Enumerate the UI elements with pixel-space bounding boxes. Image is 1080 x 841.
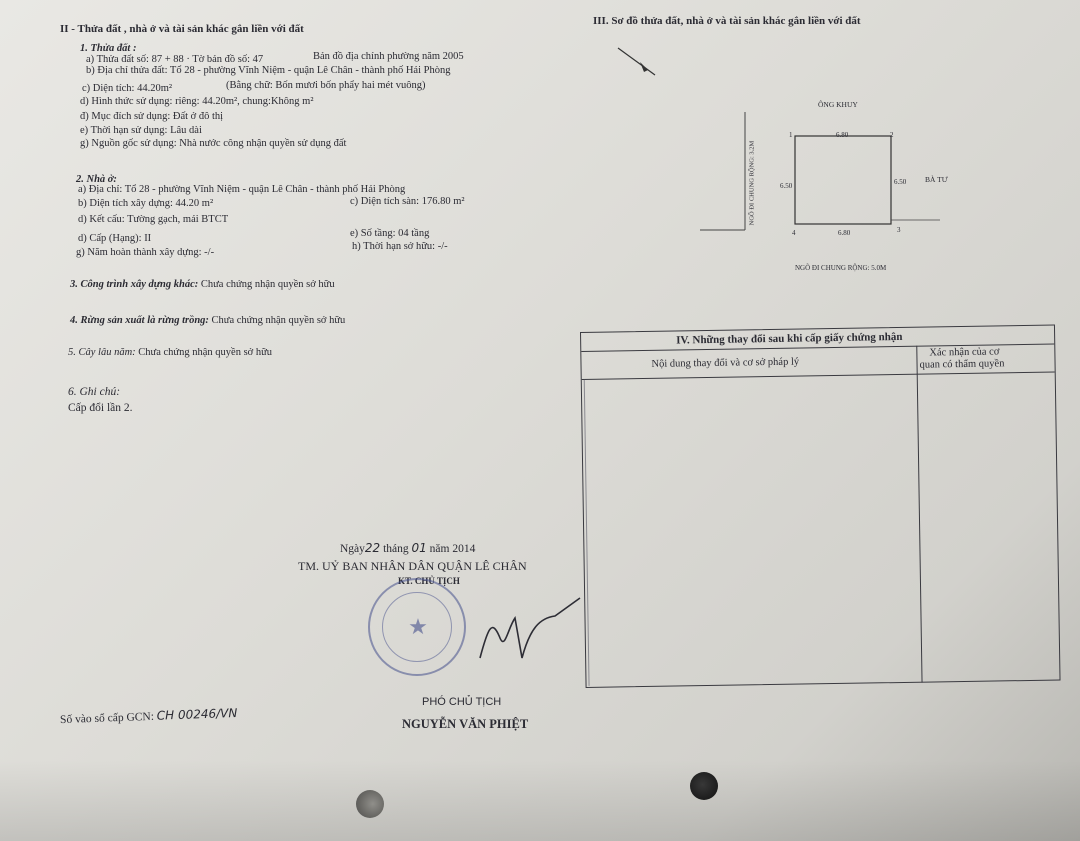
issue-date: [340, 542, 475, 555]
punch-hole-right: [690, 772, 718, 800]
changes-table: [580, 325, 1061, 688]
land-d: d) Hình thức sử dụng: riêng: 44.20m², chung:Không m²: [80, 96, 314, 107]
item-5-label: 5. Cây lâu năm:: [68, 347, 136, 358]
north-neighbor-label: ÔNG KHUY: [818, 100, 858, 109]
registry-value: CH 00246/VN: [156, 705, 238, 723]
date-month: 01: [411, 541, 427, 555]
dim-right: 6.50: [894, 178, 907, 186]
month-label: tháng: [383, 543, 409, 555]
east-neighbor-label: BÀ TƯ: [925, 175, 948, 184]
date-day: 22: [364, 541, 381, 555]
registry-label: Số vào sổ cấp GCN:: [59, 710, 155, 727]
land-b: b) Địa chỉ thửa đất: Tổ 28 - phường Vĩnh Niệm - quận Lê Chân - thành phố Hải Phòng: [86, 65, 451, 76]
changes-content-area: [584, 375, 922, 686]
land-d2: đ) Mục đích sử dụng: Đất ở đô thị: [80, 111, 224, 122]
house-c: c) Diện tích sàn: 176.80 m²: [350, 196, 465, 207]
section-3-title: III. Sơ đồ thửa đất, nhà ở và tài sản khác gắn liền với đất: [593, 15, 861, 27]
col-authority-header-1: Xác nhận của cơ: [929, 346, 1000, 359]
date-prefix: Ngày: [340, 543, 365, 555]
corner-1: 1: [789, 131, 793, 139]
corner-2: 2: [890, 131, 894, 139]
dim-bottom: 6.80: [838, 229, 851, 237]
section-4-title: IV. Những thay đổi sau khi cấp giấy chứng nhận: [676, 330, 903, 347]
land-a-map: Bản đồ địa chính phường năm 2005: [313, 51, 464, 62]
section-2-title: II - Thửa đất , nhà ở và tài sản khác gắn liền với đất: [60, 23, 304, 35]
photo-shadow: [0, 760, 1080, 841]
house-b: b) Diện tích xây dựng: 44.20 m²: [78, 198, 214, 209]
item-3: [70, 279, 335, 291]
col-changes-header: Nội dung thay đổi và cơ sở pháp lý: [651, 356, 800, 370]
item-4-value: Chưa chứng nhận quyền sở hữu: [211, 315, 346, 326]
changes-table-header-row: [581, 344, 1054, 380]
item-4: [70, 315, 345, 327]
house-h: h) Thời hạn sở hữu: -/-: [352, 241, 448, 252]
item-3-label: 3. Công trình xây dựng khác:: [70, 279, 199, 290]
dim-left: 6.50: [780, 182, 793, 190]
item-4-label: 4. Rừng sản xuất là rừng trồng:: [70, 315, 209, 326]
kt-label: KT. CHỦ TỊCH: [398, 576, 460, 586]
north-arrow-line: [618, 48, 655, 75]
house-g: g) Năm hoàn thành xây dựng: -/-: [76, 247, 215, 258]
item-5-value: Chưa chứng nhận quyền sở hữu: [138, 347, 273, 358]
north-arrow-head: [640, 62, 648, 72]
item-6-label: 6. Ghi chú:: [68, 386, 121, 398]
house-e: e) Số tầng: 04 tầng: [350, 228, 430, 239]
house-a: a) Địa chỉ: Tổ 28 - phường Vĩnh Niệm - quận Lê Chân - thành phố Hải Phòng: [78, 184, 406, 195]
land-heading: 1. Thửa đất :: [80, 43, 137, 54]
land-a: a) Thửa đất số: 87 + 88 · Tờ bản đồ số: 47: [86, 54, 264, 65]
signer-name: NGUYỄN VĂN PHIỆT: [402, 717, 529, 731]
corner-3: 3: [897, 226, 901, 234]
south-road-label: NGÕ ĐI CHUNG RỘNG: 5.0M: [795, 264, 887, 272]
item-3-value: Chưa chứng nhận quyền sở hữu: [200, 279, 335, 290]
col-authority-header-2: quan có thẩm quyền: [919, 358, 1005, 371]
year-label: năm 2014: [429, 543, 476, 555]
dim-top: 6.80: [836, 131, 849, 139]
land-e: e) Thời hạn sử dụng: Lâu dài: [80, 125, 202, 136]
corner-4: 4: [792, 229, 796, 237]
signer-position: PHÓ CHỦ TỊCH: [422, 696, 502, 708]
land-g: g) Nguồn gốc sử dụng: Nhà nước công nhận quyền sử dụng đất: [80, 138, 347, 149]
punch-hole-left: [356, 790, 384, 818]
west-road-label: NGÕ ĐI CHUNG RỘNG: 3.2M: [748, 140, 756, 226]
registry-line: [60, 707, 238, 726]
house-heading: 2. Nhà ở:: [76, 174, 117, 185]
land-c-words: (Bằng chữ: Bốn mươi bốn phẩy hai mét vuông): [226, 80, 426, 91]
item-5: [68, 347, 272, 359]
item-6-value: Cấp đổi lần 2.: [68, 402, 133, 414]
land-c: c) Diện tích: 44.20m²: [82, 83, 173, 94]
house-d2: d) Cấp (Hạng): II: [78, 233, 152, 244]
authority-name: TM. UỶ BAN NHÂN DÂN QUẬN LÊ CHÂN: [298, 559, 527, 573]
seal-star-icon: ★: [408, 615, 428, 640]
signature-stroke: [480, 598, 580, 658]
parcel-outline: [795, 136, 891, 224]
land-plot-diagram: [600, 40, 960, 280]
signature-scribble: [430, 588, 590, 678]
house-d: d) Kết cấu: Tường gạch, mái BTCT: [78, 214, 229, 225]
